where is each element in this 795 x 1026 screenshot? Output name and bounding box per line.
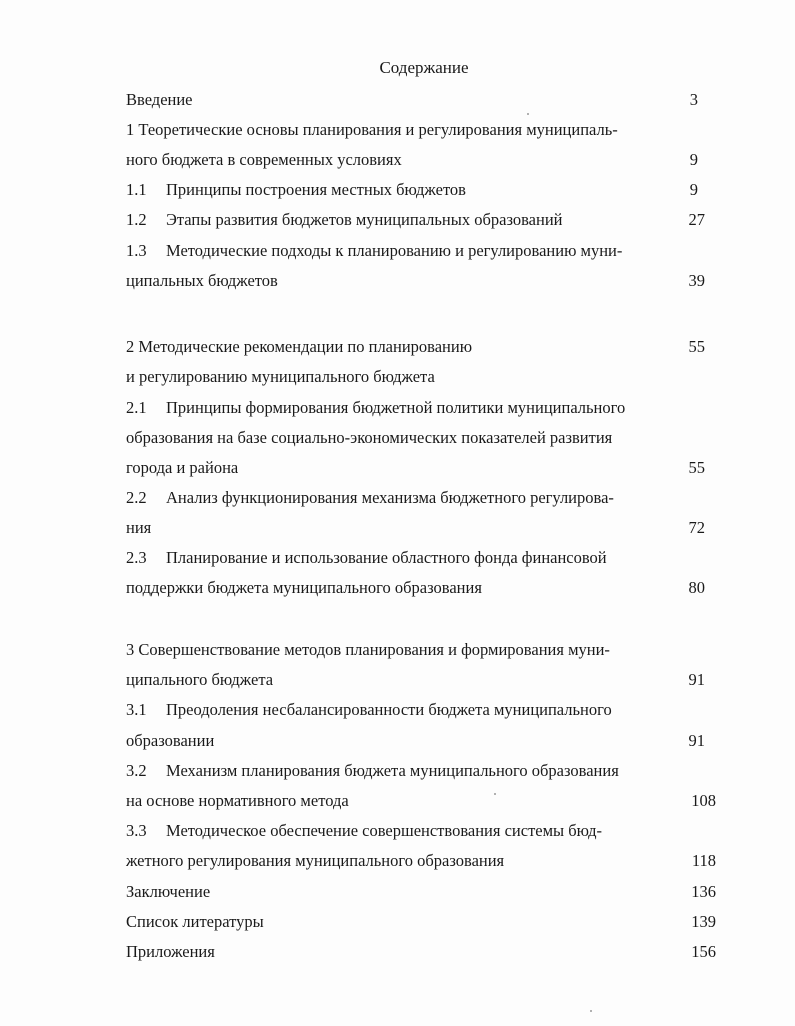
toc-section-3-2-line-1 [126, 761, 619, 781]
toc-section-2-3-line-1 [126, 548, 607, 568]
toc-section-2-3-line-2: поддержки бюджета муниципального образования [126, 578, 482, 597]
toc-page-number: 27 [688, 210, 705, 229]
toc-section-2-2-line-2: ния [126, 518, 152, 537]
scan-speck [590, 1010, 592, 1012]
toc-page-number: 118 [691, 851, 716, 870]
toc-page-number: 136 [691, 882, 716, 901]
toc-chapter-2-line-2: и регулированию муниципального бюджета [126, 367, 435, 386]
toc-section-3-3-line-1 [126, 821, 602, 841]
toc-entry-text: Методические подходы к планированию и регулированию муни- [166, 241, 623, 260]
toc-section-2-2-line-1 [126, 488, 614, 508]
page-title: Содержание [379, 58, 469, 77]
toc-entry-introduction [126, 90, 193, 110]
toc-chapter-1-line-2: ного бюджета в современных условиях [126, 150, 402, 169]
toc-page-number: 139 [691, 912, 716, 931]
toc-section-2-1-line-3: города и района [126, 458, 239, 477]
toc-page-number: 156 [691, 942, 716, 961]
section-number: 1.2 [126, 210, 147, 229]
toc-section-1-3-line-2: ципальных бюджетов [126, 271, 278, 290]
toc-entry-text: Механизм планирования бюджета муниципального образования [166, 761, 619, 780]
toc-page-number: 91 [688, 670, 705, 689]
toc-section-3-2-line-2: на основе нормативного метода [126, 791, 349, 810]
section-number: 3.1 [126, 700, 147, 719]
toc-page-number: 9 [689, 180, 698, 199]
section-number: 1.3 [126, 241, 147, 260]
toc-chapter-3-line-2: ципального бюджета [126, 670, 274, 689]
toc-section-1-2 [126, 210, 563, 230]
toc-page-number: 55 [688, 458, 705, 477]
toc-section-1-3-line-1 [126, 241, 622, 261]
toc-section-2-1-line-1 [126, 398, 625, 418]
scan-speck [527, 113, 529, 115]
toc-page-number: 39 [688, 271, 705, 290]
toc-chapter-3-line-1: 3 Совершенствование методов планирования и формирования муни- [126, 640, 610, 659]
toc-page-number: 3 [689, 90, 698, 109]
toc-page-number: 108 [691, 791, 716, 810]
toc-section-3-1-line-1 [126, 700, 612, 720]
section-number: 3.2 [126, 761, 147, 780]
toc-entry-text: Этапы развития бюджетов муниципальных образований [166, 210, 563, 229]
toc-entry-text: Принципы построения местных бюджетов [166, 180, 466, 199]
toc-entry-text: Принципы формирования бюджетной политики муниципального [166, 398, 626, 417]
toc-entry-bibliography: Список литературы [126, 912, 264, 931]
toc-entry-text: Методическое обеспечение совершенствования системы бюд- [166, 821, 603, 840]
toc-section-2-1-line-2: образования на базе социально-экономических показателей развития [126, 428, 613, 447]
toc-entry-text: Введение [126, 90, 193, 109]
toc-entry-conclusion: Заключение [126, 882, 211, 901]
scan-speck [494, 793, 496, 795]
toc-page-number: 55 [688, 337, 705, 356]
section-number: 3.3 [126, 821, 147, 840]
toc-page-number: 9 [689, 150, 698, 169]
toc-section-3-3-line-2: жетного регулирования муниципального образования [126, 851, 505, 870]
toc-page-number: 80 [688, 578, 705, 597]
toc-entry-text: Анализ функционирования механизма бюджетного регулирова- [166, 488, 614, 507]
toc-page-number: 72 [688, 518, 705, 537]
section-number: 2.3 [126, 548, 147, 567]
section-number: 2.1 [126, 398, 147, 417]
toc-entry-appendices: Приложения [126, 942, 215, 961]
section-number: 1.1 [126, 180, 147, 199]
toc-section-1-1 [126, 180, 466, 200]
toc-entry-text: Планирование и использование областного фонда финансовой [166, 548, 607, 567]
section-number: 2.2 [126, 488, 147, 507]
toc-section-3-1-line-2: образовании [126, 731, 215, 750]
toc-entry-text: Преодоления несбалансированности бюджета муниципального [166, 700, 612, 719]
toc-chapter-1-line-1: 1 Теоретические основы планирования и регулирования муниципаль- [126, 120, 618, 139]
toc-chapter-2-line-1: 2 Методические рекомендации по планированию [126, 337, 473, 356]
toc-page-number: 91 [688, 731, 705, 750]
